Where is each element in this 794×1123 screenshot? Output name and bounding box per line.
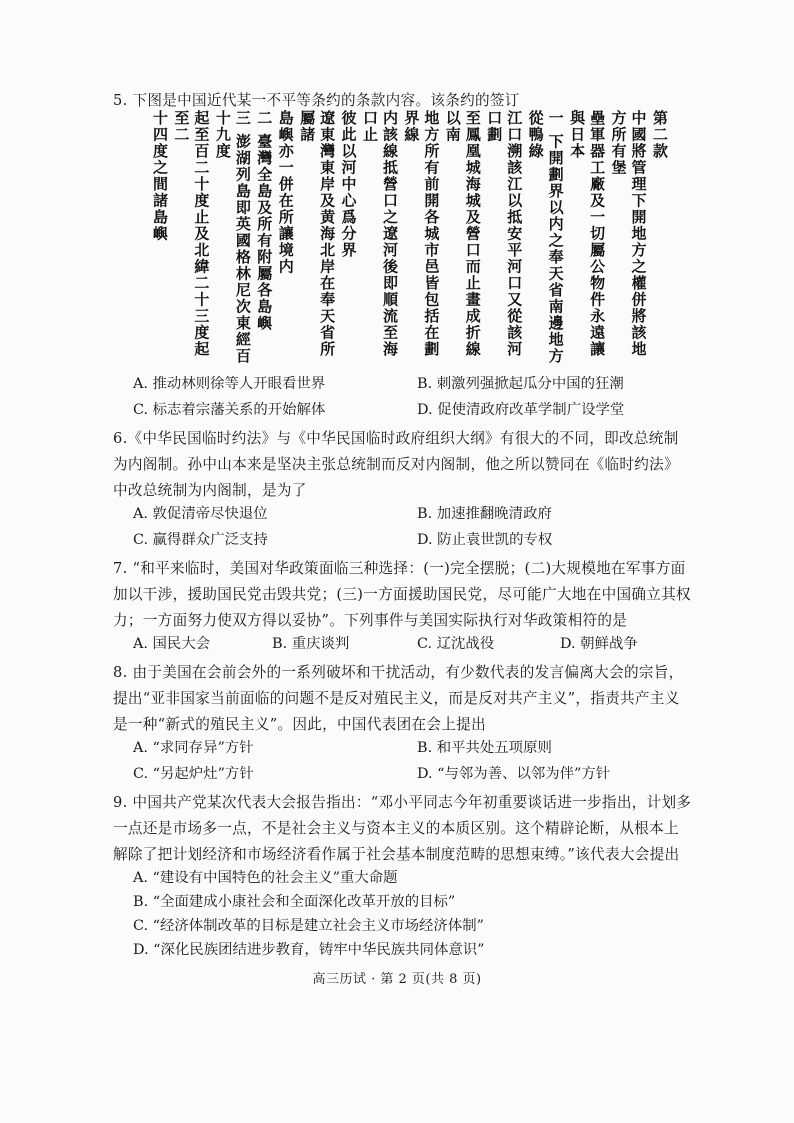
- q5-option-c[interactable]: C. 标志着宗藩关系的开始解体: [133, 402, 326, 418]
- treaty-column: 彼此以河中心爲分界: [339, 110, 358, 259]
- q9-option-b[interactable]: B. “全面建成小康社会和全面深化改革开放的目标”: [133, 894, 456, 910]
- question-9-stem: 9. 中国共产党某次代表大会报告指出：“邓小平同志今年初重要谈话进一步指出，计划多一点还是市场多一点，不是社会主义与资本主义的本质区别。这个精辟论断，从根本上解除了把计划经济和市场经济看作属于社会基本制度范畴的思想束缚。”该代表大会提出: [113, 794, 692, 863]
- q7-option-b[interactable]: B. 重庆谈判: [272, 636, 350, 652]
- q7-option-c[interactable]: C. 辽沈战役: [417, 636, 495, 652]
- q6-option-c[interactable]: C. 赢得群众广泛支持: [133, 532, 268, 548]
- question-7-stem: 7. “和平来临时，美国对华政策面临三种选择：(一)完全摆脱；(二)大规模地在军事方面加以干涉，援助国民党击毁共党；(三)一方面援助国民党，尽可能广大地在中国确立其权力；一方面努力使双方得以妥协”。下列事件与美国实际执行对华政策相符的是: [113, 560, 691, 629]
- q8-option-a[interactable]: A. “求同存异”方针: [133, 740, 254, 756]
- treaty-text-block: [150, 110, 670, 370]
- q5-option-a[interactable]: A. 推动林则徐等人开眼看世界: [133, 376, 326, 392]
- q5-option-d[interactable]: D. 促使清政府改革学制广设学堂: [417, 402, 625, 418]
- q9-option-a[interactable]: A. “建设有中国特色的社会主义”重大命题: [133, 870, 398, 886]
- q6-option-a[interactable]: A. 敦促清帝尽快退位: [133, 506, 268, 522]
- treaty-column: 一 下開劃界以内之奉天省南邊地方從鴨綠: [526, 110, 565, 365]
- q8-option-d[interactable]: D. “与邻为善、以邻为伴”方针: [417, 766, 611, 782]
- treaty-column: 三 澎湖列島即英國格林尼次東經百十九度: [213, 110, 252, 365]
- question-8-stem: 8. 由于美国在会前会外的一系列破坏和干扰活动，有少数代表的发言偏离大会的宗旨，提出“亚非国家当前面临的问题不是反对殖民主义，而是反对共产主义”，指责共产主义是一种“新式的殖民主义”。因此，中国代表团在会上提出: [113, 664, 684, 733]
- treaty-column: 二 臺灣全島及所有附屬各島嶼: [255, 110, 274, 332]
- treaty-column: 壘軍器工廠及一切屬公物件永遠讓與日本: [568, 110, 607, 358]
- q8-option-c[interactable]: C. “另起炉灶”方针: [133, 766, 254, 782]
- q6-option-b[interactable]: B. 加速推翻晚清政府: [417, 506, 552, 522]
- q9-option-c[interactable]: C. “经济体制改革的目标是建立社会主义市场经济体制”: [133, 918, 484, 934]
- treaty-column: 遼東灣東岸及黄海北岸在奉天省所屬諸: [298, 110, 337, 358]
- q5-option-b[interactable]: B. 刺激列强掀起瓜分中国的狂潮: [417, 376, 624, 392]
- treaty-column: 地方所有前開各城市邑皆包括在劃界線: [402, 110, 441, 358]
- page-footer: 高三历试 · 第 2 页(共 8 页): [312, 972, 482, 987]
- treaty-column: 江口溯該江以抵安平河口又從該河口劃: [485, 110, 524, 358]
- treaty-column: 起至百二十度止及北緯二十三度起至二: [172, 110, 211, 358]
- treaty-column: 中國將管理下開地方之權併將該地方所有堡: [609, 110, 648, 358]
- q8-option-b[interactable]: B. 和平共处五项原则: [417, 740, 552, 756]
- treaty-column: 島嶼亦一併在所讓境内: [276, 110, 295, 275]
- q7-option-d[interactable]: D. 朝鲜战争: [560, 636, 638, 652]
- treaty-column: 第二款: [650, 110, 669, 160]
- treaty-column: 十四度之間諸島嶼: [151, 110, 169, 242]
- q9-option-d[interactable]: D. “深化民族团结进步教育，铸牢中华民族共同体意识”: [133, 942, 485, 958]
- question-6-stem: 6.《中华民国临时约法》与《中华民国临时政府组织大纲》有很大的不同，即改总统制为内阁制。孙中山本来是坚决主张总统制而反对内阁制，他之所以赞同在《临时约法》中改总统制为内阁制，是为了: [113, 430, 679, 499]
- q7-option-a[interactable]: A. 国民大会: [133, 636, 211, 652]
- q6-option-d[interactable]: D. 防止袁世凯的专权: [417, 532, 553, 548]
- treaty-column: 内該線抵營口之遼河後即順流至海口止: [360, 110, 399, 358]
- treaty-column: 至鳳凰城海城及營口而止畫成折線以南: [443, 110, 482, 358]
- question-5-stem: 5. 下图是中国近代某一不平等条约的条款内容。该条约的签订: [113, 92, 520, 109]
